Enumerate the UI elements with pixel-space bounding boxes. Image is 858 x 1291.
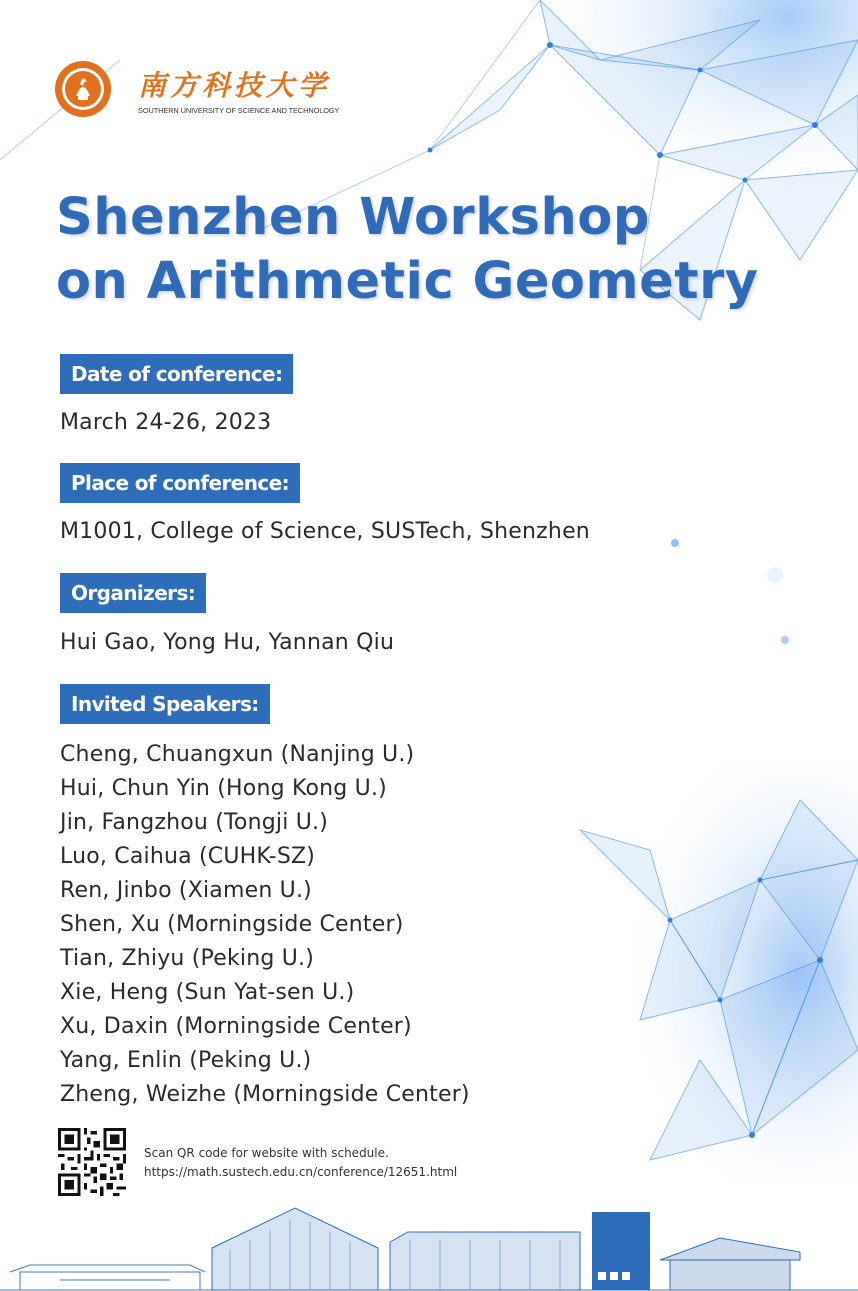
organizers-label: Organizers: [60, 573, 206, 613]
title-line-2: on Arithmetic Geometry [56, 252, 759, 311]
university-name-chinese: 南方科技大学 [138, 69, 331, 102]
qr-caption [144, 1144, 457, 1182]
list-item: Hui, Chun Yin (Hong Kong U.) [60, 776, 387, 801]
list-item: Tian, Zhiyu (Peking U.) [60, 946, 315, 971]
list-item: Xu, Daxin (Morningside Center) [60, 1014, 412, 1039]
university-emblem-icon [54, 60, 112, 118]
place-label: Place of conference: [60, 463, 300, 503]
list-item: Luo, Caihua (CUHK-SZ) [60, 844, 316, 869]
list-item: Shen, Xu (Morningside Center) [60, 912, 404, 937]
list-item: Zheng, Weizhe (Morningside Center) [60, 1082, 470, 1107]
place-value: M1001, College of Science, SUSTech, Shenzhen [60, 519, 590, 544]
speakers-label: Invited Speakers: [60, 684, 270, 724]
university-name-english: SOUTHERN UNIVERSITY OF SCIENCE AND TECHNOLOGY [138, 106, 340, 115]
date-value: March 24-26, 2023 [60, 410, 272, 435]
list-item: Ren, Jinbo (Xiamen U.) [60, 878, 312, 903]
speakers-list [60, 738, 470, 1112]
list-item: Yang, Enlin (Peking U.) [60, 1048, 312, 1073]
title-line-1: Shenzhen Workshop [56, 188, 650, 247]
list-item: Cheng, Chuangxun (Nanjing U.) [60, 742, 415, 767]
campus-skyline-illustration [0, 1200, 858, 1291]
list-item: Jin, Fangzhou (Tongji U.) [60, 810, 328, 835]
website-link[interactable]: https://math.sustech.edu.cn/conference/12651.html [144, 1165, 458, 1179]
qr-code-icon[interactable] [58, 1128, 126, 1196]
organizers-value: Hui Gao, Yong Hu, Yannan Qiu [60, 630, 395, 655]
scan-instruction: Scan QR code for website with schedule. [144, 1146, 389, 1160]
list-item: Xie, Heng (Sun Yat-sen U.) [60, 980, 355, 1005]
workshop-title [56, 186, 846, 314]
date-label: Date of conference: [60, 354, 293, 394]
